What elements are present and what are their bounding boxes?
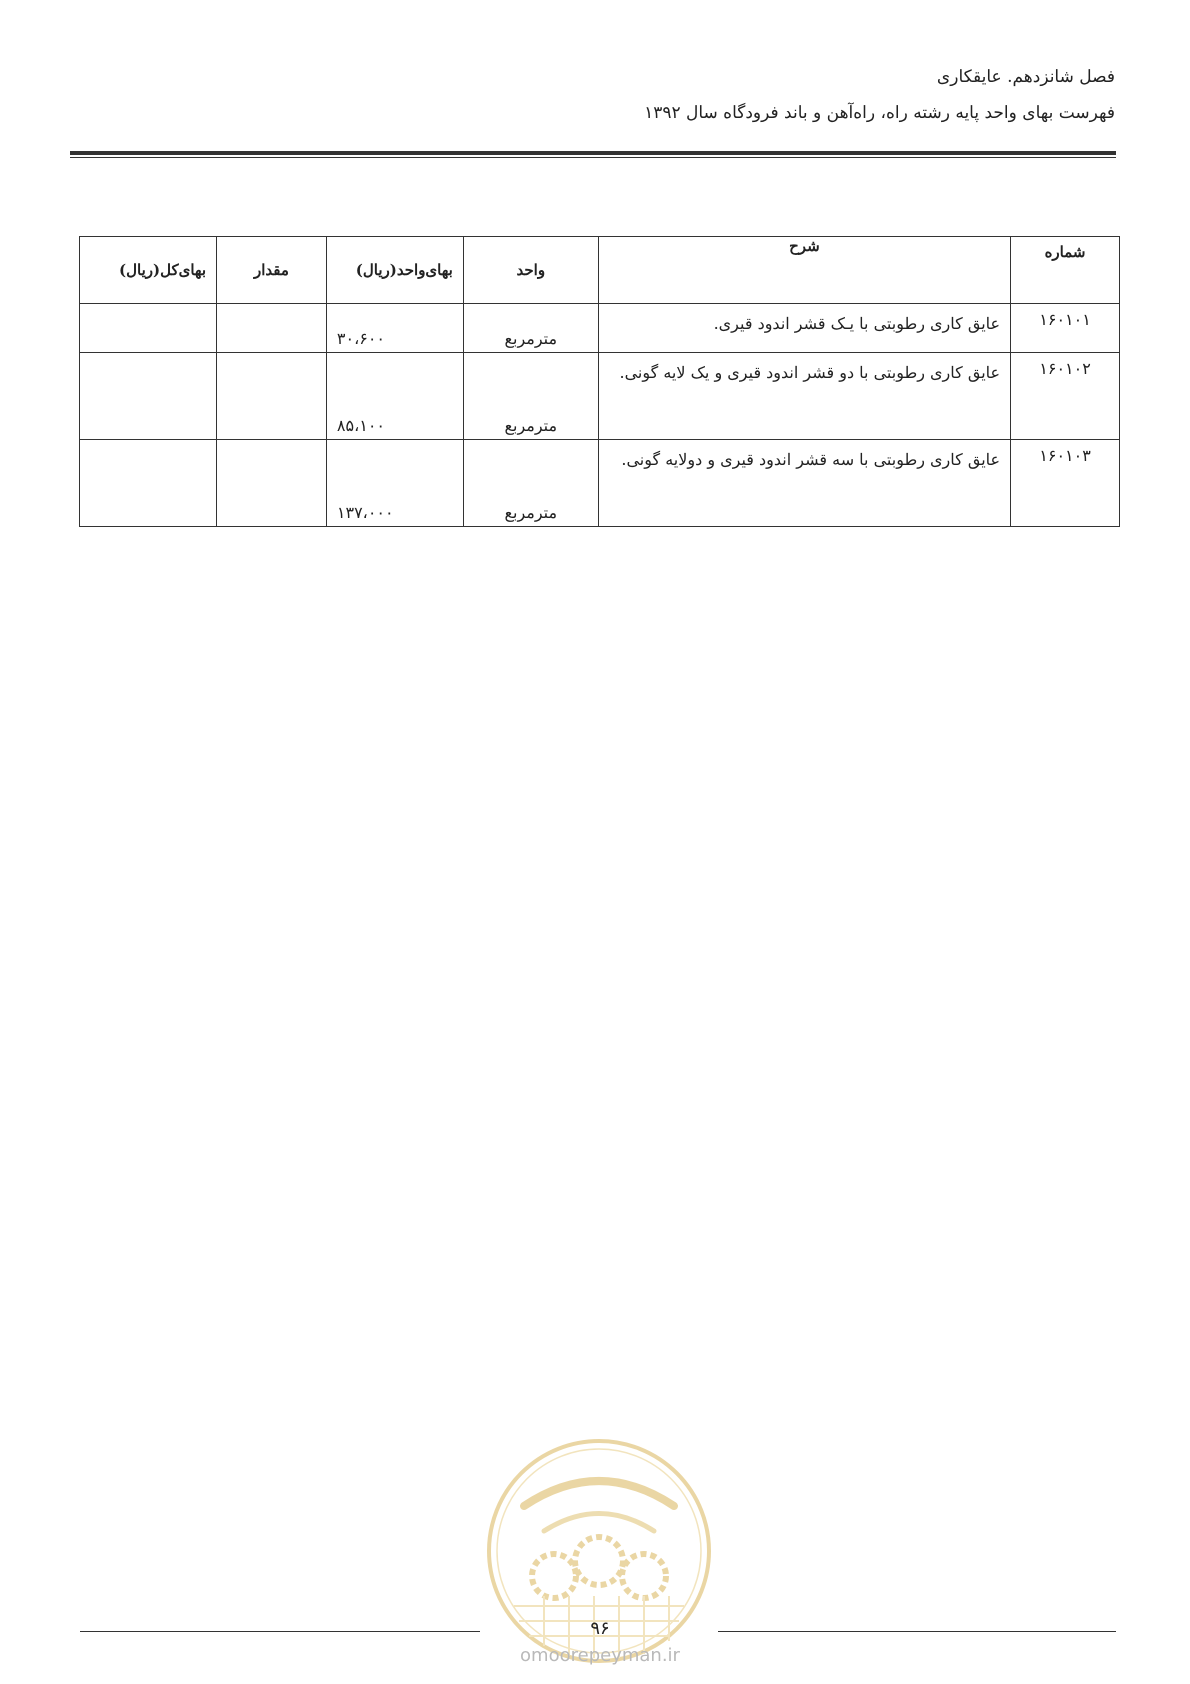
header-unit: واحد (463, 237, 598, 304)
cell-unit-price: ۱۳۷،۰۰۰ (326, 440, 463, 527)
watermark-site-text: omoorepeyman.ir (520, 1645, 680, 1666)
cell-description: عایق کاری رطوبتی با یـک قشر اندود قیری. (598, 304, 1010, 353)
cell-total-price (80, 353, 217, 440)
header-description: شرح (598, 237, 1010, 304)
document-subtitle: فهرست بهای واحد پایه رشته راه، راه‌آهن و باند فرودگاه سال ۱۳۹۲ (644, 103, 1115, 123)
cell-total-price (80, 304, 217, 353)
cell-unit-price: ۸۵،۱۰۰ (326, 353, 463, 440)
cell-unit: مترمربع (463, 304, 598, 353)
cell-number: ۱۶۰۱۰۳ (1011, 440, 1120, 527)
cell-unit: مترمربع (463, 353, 598, 440)
cell-total-price (80, 440, 217, 527)
header-quantity: مقدار (217, 237, 327, 304)
header-unit-price: بهای‌واحد(ریال) (326, 237, 463, 304)
cell-quantity (217, 440, 327, 527)
table-row (80, 440, 1120, 527)
cell-description: عایق کاری رطوبتی با سه قشر اندود قیری و دولایه گونی. (598, 440, 1010, 527)
table-header-row (80, 237, 1120, 304)
footer-rule-left (80, 1631, 480, 1632)
cell-quantity (217, 304, 327, 353)
header-divider (70, 151, 1116, 158)
page-number: ۹۶ (590, 1618, 610, 1639)
cell-number: ۱۶۰۱۰۲ (1011, 353, 1120, 440)
cell-description: عایق کاری رطوبتی با دو قشر اندود قیری و یک لایه گونی. (598, 353, 1010, 440)
table-row (80, 353, 1120, 440)
price-table (79, 236, 1120, 527)
header-total-price: بهای‌کل(ریال) (80, 237, 217, 304)
cell-unit: مترمربع (463, 440, 598, 527)
cell-number: ۱۶۰۱۰۱ (1011, 304, 1120, 353)
header-number: شماره (1011, 237, 1120, 304)
cell-unit-price: ۳۰،۶۰۰ (326, 304, 463, 353)
cell-quantity (217, 353, 327, 440)
page-header (644, 62, 1115, 128)
footer-rule-right (718, 1631, 1116, 1632)
table-row (80, 304, 1120, 353)
chapter-title: فصل شانزدهم. عایقکاری (936, 67, 1115, 87)
